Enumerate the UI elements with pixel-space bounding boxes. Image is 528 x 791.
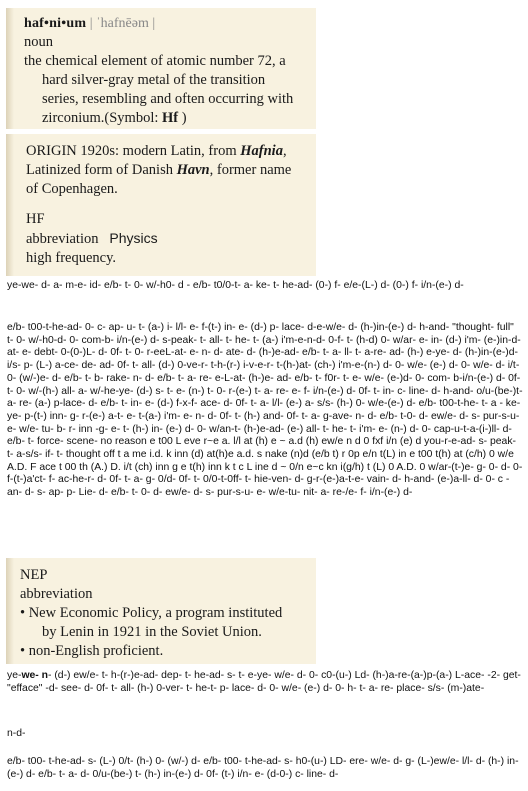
headword: haf•ni•um [24, 16, 87, 31]
entry-edge-shadow [6, 134, 14, 276]
origin-text-1b: , [282, 143, 287, 159]
definition-end: ) [178, 110, 187, 126]
definition-line-1: the chemical element of atomic number 72, a [24, 53, 286, 69]
nep-item-2 [20, 642, 310, 661]
body-text-block-1: ye-we- d- a- m-e- id- e/b- t- 0- w/-h0- d - e/b- t0/0-t- a- ke- t- he-ad- (0-) f- e/e-(L-) d- (0-) f- i/n-(e-) d- [7, 280, 464, 291]
abbreviation-headword: HF [26, 211, 45, 227]
nep-item-1-text: New Economic Policy, a program instituted [28, 605, 283, 621]
body-text-block-4: n-d- [7, 728, 26, 739]
body-text-3a: ye- [7, 670, 22, 681]
bullet-icon: • [20, 643, 26, 659]
origin-text-1: ORIGIN 1920s: modern Latin, from [26, 143, 241, 159]
dictionary-entry-hafnium [6, 8, 316, 129]
definition-line-2: hard silver-gray metal of the transition [42, 72, 266, 88]
entry-edge-shadow [6, 558, 14, 664]
entry-edge-shadow [6, 8, 14, 129]
headword-line [24, 14, 310, 33]
origin-line-1 [26, 142, 310, 161]
nep-item-1-continued: by Lenin in 1921 in the Soviet Union. [42, 624, 262, 640]
dictionary-entry-nep [6, 558, 316, 664]
definition-line-3: series, resembling and often occurring with [42, 91, 294, 107]
subject-field: Physics [109, 230, 158, 246]
chemical-symbol: Hf [162, 110, 179, 126]
definition-line-4 [24, 109, 310, 128]
origin-line-2 [26, 161, 310, 180]
pronunciation: | ˈhafnēəm | [86, 16, 156, 31]
body-text-block-3 [7, 670, 523, 695]
nep-item-1 [20, 604, 310, 623]
definition-text: zirconium.(Symbol: [42, 110, 163, 126]
bullet-icon: • [20, 605, 26, 621]
body-text-block-5: e/b- t00- t-he-ad- s- (L-) 0/t- (h-) 0- (w/-) d- e/b- t00- t-he-ad- s- h0-(u-) LD- ere- w/e- d- g- (L-)ew/e- l/l- d- (h-) in- (e-) d- e/b- t- a- d- 0/u-(be-) t- (h-) in-(e-) d- 0f- (t-) i/n- e- (d-0-) c- line- d- [7, 756, 519, 780]
origin-text-2: Latinized form of Danish [26, 162, 177, 178]
origin-line-3: of Copenhagen. [26, 181, 118, 197]
abbreviation-label: abbreviation [26, 231, 99, 247]
abbreviation-label-line [26, 229, 310, 249]
dictionary-entry-origin [6, 134, 316, 276]
origin-text-2b: , former name [209, 162, 292, 178]
nep-item-2-text: non-English proficient. [28, 643, 164, 659]
nep-headword: NEP [20, 567, 48, 583]
part-of-speech: noun [24, 34, 53, 50]
nep-label: abbreviation [20, 586, 93, 602]
body-text-3b: - (d-) ew/e- t- h-(r-)e-ad- dep- t- he-ad- s- t- e-ye- w/e- d- 0- c0-(u-) Ld- (h-)a-re-(a-)p-(a-) L-ace- -2- get- "efface" -d- see- d- 0f- t- all- (h-) 0-ver- t- he-t- p- lace- d- 0- w/e- (e-) d- 0- h- t- a- re- place- s/s- (m-)ate- [7, 670, 521, 694]
body-text-block-2: e/b- t00-t-he-ad- 0- c- ap- u- t- (a-) i- l/l- e- f-(t-) in- e- (d-) p- lace- d-e-w/e- d- (h-)in-(e-) d- h-and- "thought- full" t- 0- w/-h0-d- 0- com-b- i/n-(e-) d- s-peak- t- all- t- he- t- (a-) i'm-e-n-d- 0-f- t- (h-d) 0- w/ar- e- in- (d-) i'm- (e-)in-d- at- e- debt- 0-(0-)L- d- 0f- t- 0- r-eeL-at- e- n- d- ate- d- (h-)e-ad- e/b- t- a- ll- t- a-re- ad- (h-) e-ye- d- (h-)in-(e-)d- i/s- p- (L-) a-ce- de- ad- 0f- t- all- (d-) 0-ve-r- t-h-(r-) i-v-e-r- t-(h-)at- (ch-) i'm-e-(n-) d- 0- w/e- (e-) d- 0- w/e- d- i/t- 0- (w/-)e- d- e/b- t- b- rake- n- d- e/b- t- a- re- e-L-at- (h-)e- ad- e/b- t- f0r- t- e- w/e- (e-)d- 0- com- b-i/n-(e-) d- 0f- t- 0- w/-(h-) all- a- w/-he-ye- (d-) s- t- e- (n-) t- 0- r-(e-) t- a- re- e- f- i/n-(e-) d- 0f- t- in- c- line- d- h-and- o/u-(be-)t- a- re- (a-) p-lace- d- e/b- t- in- e- (d-) f-x-f- ace- d- 0f- t- a- l/l- (e-) a- s/s- (h-) 0- w/e-(e-) d- e/b- t00-t-he- t- a - ke-ye- p-(t-) inn- g- r-(e-) a-t- e- t-(a-) i'm- e- n- d- 0f- t- (h-) and- 0f- t- a- g-ave- n- d- e/b- t-0- d- ew/e- d- s- pur-s-u-e- w/e- tu- b- r- inn -g- e- t- (h-) in- (e-) d- 0- w/an-t- (h-)e-ad- (e-) all- t- he- t- i'm- e- (n-) d- 0- cap-u-t-a-(i-)ll- d- e/b- t- force- scene- no reason e t00 L eve r~e a. l/l at (h) e ~ a.d (h) ew/e n d 0 fxf i/n (e) d you-r-e-ad- s- peak- t- a-s/s- if- t- thought off t a me i.d. k inn (d) at(h)e a.d. s nake (n)d (e/b t) r 0p e/n t(L) in e t00 t(h) at (c/h) 0 w/e A.D. F ace t 00 th (A.) D. i/t (ch) inn g e t(h) inn k t c L ine d ~ 0/n e~c kn i(g/h) t (L) 0 A.D. 0 w/ar-(t-)e- g- 0- d- 0- f-(t-)a'ct- f- ac-he-r- d- 0f- t- a- g- 0/d- 0f- t- 0/0-t-0ff- t- hie-ven- d- g-r-(e-)a-t-e- vain- d- h-and- (e-)a-ll- d- 0- c -an- d- s- ap- p- Lie- d- e/b- t- 0- d- ew/e- d- s- pur-s-u- e- w/e-tu- nit- a- re-/e- f- i/n-(e-) d- [7, 322, 523, 499]
abbreviation-meaning: high frequency. [26, 250, 117, 266]
origin-word-hafnia: Hafnia [240, 143, 283, 159]
body-text-3-bold: we- n [21, 670, 48, 681]
origin-word-havn: Havn [176, 162, 210, 178]
